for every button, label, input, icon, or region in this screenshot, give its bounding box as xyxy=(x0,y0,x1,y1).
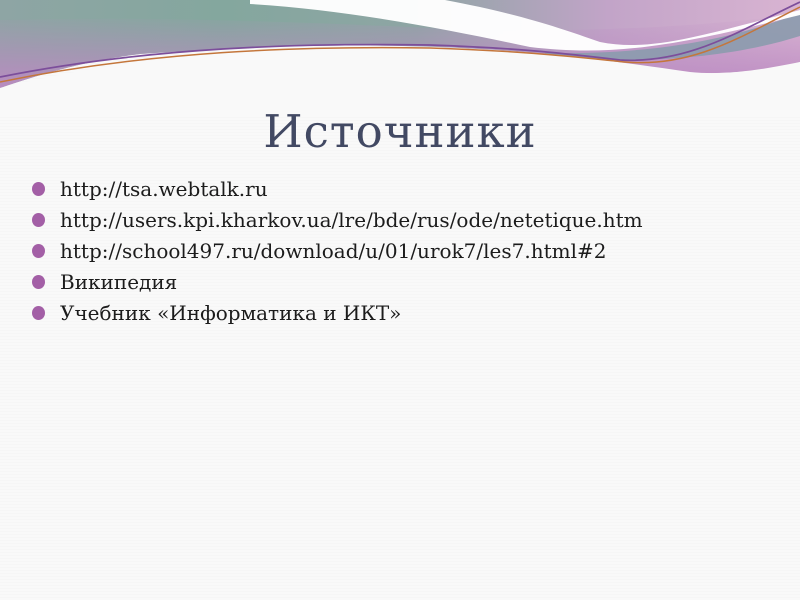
source-text: http://users.kpi.kharkov.ua/lre/bde/rus/ode/netetique.htm xyxy=(60,207,643,232)
source-text: Учебник «Информатика и ИКТ» xyxy=(60,300,402,325)
source-text: http://tsa.webtalk.ru xyxy=(60,176,268,201)
source-item xyxy=(30,297,785,328)
source-item xyxy=(30,173,785,204)
source-text: Википедия xyxy=(60,269,178,294)
source-item xyxy=(30,266,785,297)
slide-title: Источники xyxy=(263,105,537,158)
bullet-icon xyxy=(32,182,45,196)
source-text: http://school497.ru/download/u/01/urok7/les7.html#2 xyxy=(60,238,607,263)
decorative-wave-banner xyxy=(0,0,800,116)
sources-list xyxy=(30,173,785,328)
bullet-icon xyxy=(32,244,45,258)
bullet-icon xyxy=(32,306,45,320)
source-item xyxy=(30,235,785,266)
bullet-icon xyxy=(32,275,45,289)
bullet-icon xyxy=(32,213,45,227)
source-item xyxy=(30,204,785,235)
